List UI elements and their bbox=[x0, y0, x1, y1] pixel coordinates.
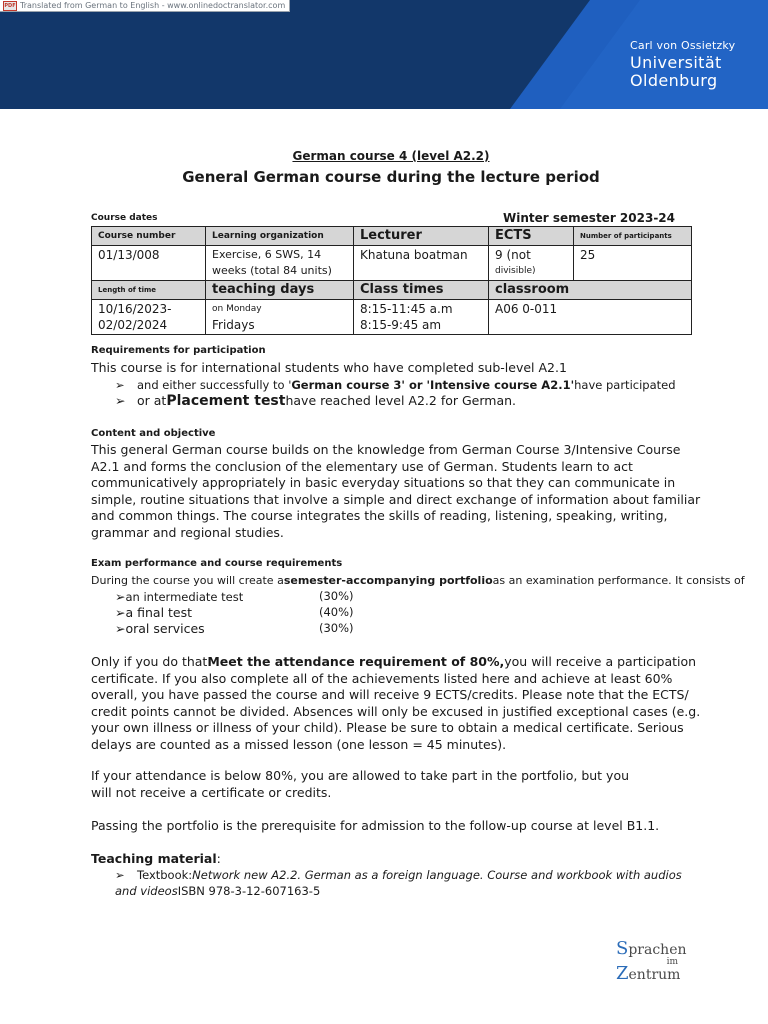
classroom-cell: A06 0-011 bbox=[489, 300, 692, 335]
table-header-cell: Number of participants bbox=[574, 227, 692, 246]
exam-heading: Exam performance and course requirements bbox=[91, 558, 343, 569]
table-header-cell: Learning organization bbox=[206, 227, 354, 246]
content-heading: Content and objective bbox=[91, 428, 216, 439]
table-header-cell: Course number bbox=[92, 227, 206, 246]
semester-label: Winter semester 2023-24 bbox=[503, 211, 675, 225]
bullet-arrow-icon: ➢ bbox=[115, 378, 125, 392]
pdf-icon: PDF bbox=[4, 2, 16, 9]
teaching-day-1: on Monday bbox=[212, 304, 262, 314]
ects-cell bbox=[489, 246, 574, 281]
table-header-cell: Lecturer bbox=[354, 227, 489, 246]
course-title: German course 4 (level A2.2) bbox=[292, 149, 490, 163]
length-cell bbox=[92, 300, 206, 335]
class-time-1: 8:15-11:45 a.m bbox=[360, 302, 453, 316]
class-time-2: 8:15-9:45 am bbox=[360, 318, 442, 332]
follow-up-paragraph: Passing the portfolio is the prerequisite for admission to the follow-up course at level B1.1. bbox=[91, 818, 660, 833]
course-info-table bbox=[91, 226, 692, 335]
table-header-row bbox=[92, 227, 692, 246]
logo-im: im bbox=[666, 957, 678, 967]
translation-notice-text: Translated from German to English - www.onlinedoctranslator.com bbox=[20, 1, 286, 10]
logo-line-2: Universität bbox=[630, 53, 722, 72]
exam-item: ➢a final test (40%) bbox=[115, 605, 354, 620]
requirements-bullet-1: ➢ and either successfully to 'German course 3' or 'Intensive course A2.1'have participated bbox=[115, 378, 676, 392]
ects-value: 9 (not bbox=[495, 248, 531, 262]
exam-description: During the course you will create asemester-accompanying portfolioas an examination performance. It consists of bbox=[91, 574, 745, 587]
attendance-paragraph: Only if you do thatMeet the attendance requirement of 80%,you will receive a participation certificate. If you also complete all of the achievements listed here and achieve at least 60% overall, you have passed the course and will receive 9 ECTS/credits. Please note that the ECTS/ credit points cannot be divided. Absences will only be excused in justified exceptional cases (e.g. your own illness or illness of your child). Please be sure to obtain a medical certificate. Serious delays are counted as a missed lesson (one lesson = 45 minutes). bbox=[91, 654, 701, 752]
logo-sprachen: Sprachen bbox=[616, 938, 687, 959]
learning-organization-cell: Exercise, 6 SWS, 14 weeks (total 84 units) bbox=[206, 246, 354, 281]
exam-item: ➢oral services (30%) bbox=[115, 621, 354, 636]
teaching-days-cell bbox=[206, 300, 354, 335]
lecturer-cell: Khatuna boatman bbox=[354, 246, 489, 281]
exam-item: ➢an intermediate test (30%) bbox=[115, 589, 354, 604]
teaching-material-heading: Teaching material: bbox=[91, 851, 221, 866]
ects-note: divisible) bbox=[495, 266, 536, 276]
table-header-cell: ECTS bbox=[489, 227, 574, 246]
bullet-arrow-icon: ➢ bbox=[115, 621, 126, 636]
requirements-bullet-2: ➢ or atPlacement testhave reached level A2.2 for German. bbox=[115, 393, 517, 409]
length-end: 02/02/2024 bbox=[98, 318, 168, 332]
bullet-arrow-icon: ➢ bbox=[115, 589, 126, 604]
logo-line-1: Carl von Ossietzky bbox=[630, 39, 736, 52]
requirements-intro: This course is for international students who have completed sub-level A2.1 bbox=[91, 360, 567, 375]
course-subtitle: General German course during the lecture period bbox=[182, 168, 600, 186]
class-times-cell bbox=[354, 300, 489, 335]
length-start: 10/16/2023- bbox=[98, 302, 172, 316]
sprachenzentrum-logo bbox=[616, 938, 686, 984]
table-header-cell: Class times bbox=[354, 281, 489, 300]
university-logo bbox=[630, 40, 735, 89]
table-row bbox=[92, 300, 692, 335]
table-header-cell: teaching days bbox=[206, 281, 354, 300]
participants-cell: 25 bbox=[574, 246, 692, 281]
bullet-arrow-icon: ➢ bbox=[115, 393, 126, 408]
logo-zentrum: Zentrum bbox=[616, 963, 681, 984]
table-header-cell: Length of time bbox=[92, 281, 206, 300]
bullet-arrow-icon: ➢ bbox=[115, 605, 126, 620]
university-header-banner bbox=[0, 0, 768, 109]
bullet-arrow-icon: ➢ bbox=[115, 868, 125, 882]
translation-notice[interactable] bbox=[0, 0, 290, 12]
course-dates-label: Course dates bbox=[91, 213, 158, 223]
logo-line-3: Oldenburg bbox=[630, 71, 718, 90]
attendance-below-paragraph: If your attendance is below 80%, you are allowed to take part in the portfolio, but you will not receive a certificate or credits. bbox=[91, 768, 630, 800]
table-header-row bbox=[92, 281, 692, 300]
course-number-cell: 01/13/008 bbox=[92, 246, 206, 281]
teaching-material-item: ➢ Textbook:Network new A2.2. German as a foreign language. Course and workbook with audios and videosISBN 978-3-12-607163-5 bbox=[115, 868, 682, 898]
requirements-heading: Requirements for participation bbox=[91, 345, 266, 356]
table-header-cell: classroom bbox=[489, 281, 692, 300]
teaching-day-2: Fridays bbox=[212, 318, 255, 332]
content-paragraph: This general German course builds on the knowledge from German Course 3/Intensive Course A2.1 and forms the conclusion of the elementary use of German. Students learn to act communicatively appropriately in basic everyday situations so that they can communicate in simple, routine situations that involve a simple and direct exchange of information about familiar and common things. The course integrates the skills of reading, listening, speaking, writing, grammar and regional studies. bbox=[91, 442, 701, 540]
table-row bbox=[92, 246, 692, 281]
